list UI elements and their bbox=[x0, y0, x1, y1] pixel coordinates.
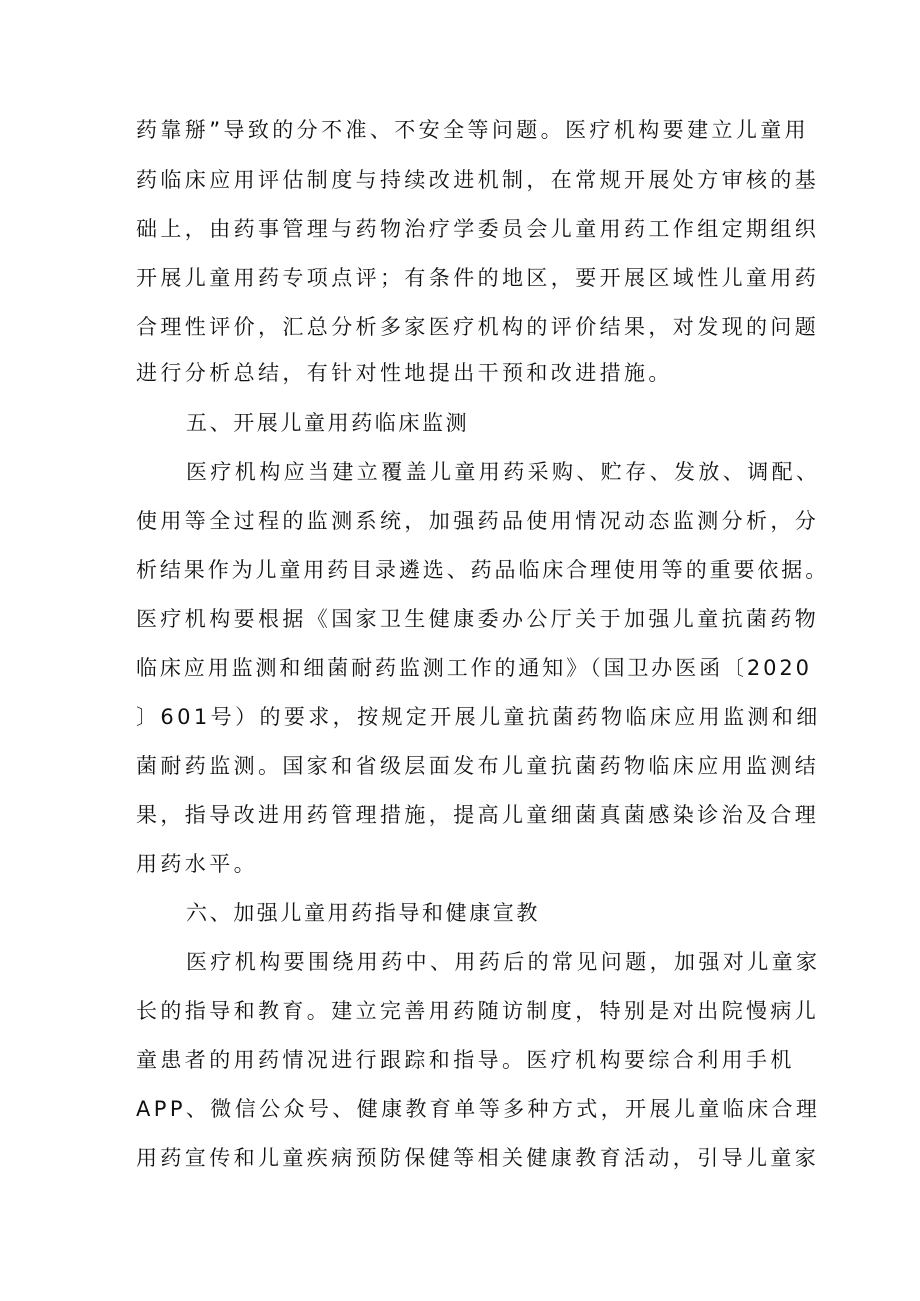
section-heading-6: 六、加强儿童用药指导和健康宣教 bbox=[186, 901, 540, 925]
paragraph-line: APP、微信公众号、健康教育单等多种方式，开展儿童临床合理 bbox=[136, 1097, 821, 1121]
section-heading-5: 五、开展儿童用药临床监测 bbox=[186, 411, 470, 435]
paragraph-line: 医疗机构应当建立覆盖儿童用药采购、贮存、发放、调配、 bbox=[186, 460, 821, 484]
paragraph-line: 临床应用监测和细菌耐药监测工作的通知》（国卫办医函〔2020 bbox=[136, 656, 812, 680]
paragraph-line: 医疗机构要根据《国家卫生健康委办公厅关于加强儿童抗菌药物 bbox=[136, 607, 820, 631]
paragraph-line: 合理性评价，汇总分析多家医疗机构的评价结果，对发现的问题 bbox=[136, 315, 820, 339]
paragraph-line: 用药水平。 bbox=[136, 852, 258, 876]
paragraph-line: 童患者的用药情况进行跟踪和指导。医疗机构要综合利用手机 bbox=[136, 1048, 795, 1072]
paragraph-line: 菌耐药监测。国家和省级层面发布儿童抗菌药物临床应用监测结 bbox=[136, 754, 820, 778]
paragraph-line: 长的指导和教育。建立完善用药随访制度，特别是对出院慢病儿 bbox=[136, 999, 820, 1023]
paragraph-line: 析结果作为儿童用药目录遴选、药品临床合理使用等的重要依据。 bbox=[136, 558, 830, 582]
paragraph-line: 果，指导改进用药管理措施，提高儿童细菌真菌感染诊治及合理 bbox=[136, 803, 820, 827]
paragraph-line: 药靠掰”导致的分不准、不安全等问题。医疗机构要建立儿童用 bbox=[136, 118, 810, 142]
paragraph-line: 医疗机构要围绕用药中、用药后的常见问题，加强对儿童家 bbox=[186, 950, 821, 974]
paragraph-line: 用药宣传和儿童疾病预防保健等相关健康教育活动，引导儿童家 bbox=[136, 1146, 820, 1170]
paragraph-line: 开展儿童用药专项点评；有条件的地区，要开展区域性儿童用药 bbox=[136, 266, 820, 290]
paragraph-line: 〕601号）的要求，按规定开展儿童抗菌药物临床应用监测和细 bbox=[136, 705, 821, 729]
paragraph-line: 药临床应用评估制度与持续改进机制，在常规开展处方审核的基 bbox=[136, 168, 820, 192]
paragraph-line: 使用等全过程的监测系统，加强药品使用情况动态监测分析，分 bbox=[136, 509, 820, 533]
paragraph-line: 础上，由药事管理与药物治疗学委员会儿童用药工作组定期组织 bbox=[136, 217, 820, 241]
paragraph-line: 进行分析总结，有针对性地提出干预和改进措施。 bbox=[136, 361, 673, 385]
